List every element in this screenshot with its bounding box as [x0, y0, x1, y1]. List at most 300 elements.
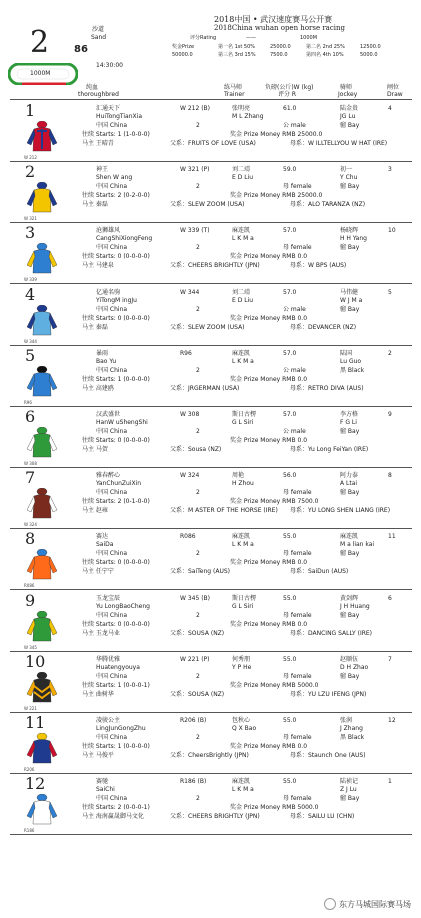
dam: 母系：DEVANCER (NZ) — [290, 323, 357, 331]
jockey-name-cn: 阿力泰 — [340, 472, 359, 480]
dam: 母系：YU LZU IFENG (JPN) — [290, 690, 367, 698]
dam: 母系：SaiDun (AUS) — [290, 568, 349, 576]
horse-name-en: CangShiXiongFeng — [96, 235, 153, 243]
entry-divider — [10, 283, 412, 284]
owner-name: 马主 高建鸥 — [82, 384, 114, 392]
carried-weight: 57.0 — [283, 227, 297, 235]
owner-name: 马主 马俊平 — [82, 752, 114, 759]
owner-name: 马主 马贺 — [82, 446, 108, 453]
horse-country: 中国 China — [96, 672, 128, 680]
horse-name-cn: 亿通名驹 — [96, 288, 121, 296]
horse-sex: 公 male — [283, 122, 306, 129]
jockey-name-en: J H Huang — [340, 602, 370, 610]
weight-code: W 324 — [180, 472, 200, 480]
trainer-name-cn: 包秋心 — [232, 717, 251, 724]
silks-code: W 344 — [24, 338, 37, 344]
track-map — [8, 63, 78, 85]
carried-weight: 57.0 — [283, 288, 297, 296]
horse-name-cn: 神王 — [96, 166, 109, 174]
prize-money: 奖金 Prize Money RMB 0.0 — [230, 620, 308, 628]
jockey-silks-icon — [24, 794, 60, 826]
surface-cn: 沙道 — [92, 26, 105, 33]
owner-name: 马主 曲树华 — [82, 690, 114, 698]
draw-number: 3 — [388, 166, 392, 174]
sire: 父系：SLEW ZOOM (USA) — [170, 323, 245, 331]
horse-name-cn: 华腾优雅 — [96, 655, 121, 663]
entry-number: 8 — [25, 529, 36, 549]
prize-money: 奖金 Prize Money RMB 5000.0 — [230, 804, 319, 812]
prize-money: 奖金 Prize Money RMB 25000.0 — [230, 131, 323, 138]
dam: 母系：SAILU LU (CHN) — [290, 813, 355, 821]
col-jockey-en: Jockey — [338, 91, 358, 98]
horse-colour: 骝 Bay — [340, 183, 360, 191]
horse-name-en: YiTongM ingJu — [96, 296, 137, 304]
entry-number: 10 — [25, 651, 46, 671]
entry-divider — [10, 222, 412, 223]
horse-name-cn: 赛达 — [96, 533, 109, 541]
dam: 母系：ALO TARANZA (NZ) — [290, 201, 366, 209]
horse-country: 中国 China — [96, 244, 128, 252]
second-prize-label: 第二名 2nd 25% — [306, 44, 345, 50]
horse-sex: 母 female — [283, 244, 312, 252]
horse-name-en: Shen W ang — [96, 174, 133, 182]
entry-divider — [10, 406, 412, 407]
entry-row — [0, 164, 421, 224]
dam: 母系：RETRO DIVA (AUS) — [290, 384, 364, 392]
trainer-name-en: E D Liu — [232, 174, 254, 182]
weight-code: W 212 (B) — [180, 105, 210, 112]
horse-sex: 母 female — [283, 611, 312, 619]
distance-label: 1000M — [300, 35, 318, 41]
carried-weight: 55.0 — [283, 778, 297, 786]
entry-divider — [10, 834, 412, 835]
entry-number: 2 — [25, 162, 36, 182]
horse-sex: 母 female — [283, 489, 312, 497]
col-weight-cn: 负磅(公斤)W (kg) — [265, 84, 314, 91]
horse-name-cn: 汇通天下 — [96, 105, 121, 112]
horse-country: 中国 China — [96, 550, 128, 558]
silks-code: R086 — [24, 583, 35, 589]
entry-divider — [10, 467, 412, 468]
entry-number: 3 — [25, 223, 36, 243]
fourth-prize-label: 第四名 4th 10% — [306, 52, 344, 58]
horse-name-cn: 暴雨 — [96, 349, 109, 357]
jockey-name-cn: 黄剑辉 — [340, 594, 359, 602]
carried-weight: 57.0 — [283, 349, 297, 357]
horse-sex: 母 female — [283, 550, 312, 558]
sire: 父系：SaiTeng (AUS) — [170, 568, 230, 576]
draw-number: 11 — [388, 533, 396, 541]
carried-weight: 55.0 — [283, 655, 297, 663]
trainer-name-cn: 麻连凯 — [232, 349, 251, 357]
horse-age: 2 — [196, 550, 200, 558]
jockey-silks-icon — [24, 549, 60, 581]
prize-money: 奖金 Prize Money RMB 25000.0 — [230, 192, 323, 200]
horse-country: 中国 China — [96, 489, 128, 497]
horse-age: 2 — [196, 183, 200, 191]
horse-name-en: HanW uShengShi — [96, 419, 148, 426]
silks-code: W 212 — [24, 155, 37, 160]
prize-money: 奖金 Prize Money RMB 0.0 — [230, 375, 308, 383]
entry-row — [0, 715, 421, 775]
trainer-name-cn: 斯日古楞 — [232, 411, 257, 418]
trainer-name-en: H Zhou — [232, 480, 254, 488]
race-record: 往续 Starts: 2 (0-1-0-0) — [82, 498, 150, 506]
col-jockey-cn: 骑师 — [340, 84, 353, 91]
horse-sex: 公 male — [283, 366, 306, 374]
first-prize-value: 25000.0 — [270, 44, 291, 50]
horse-age: 2 — [196, 428, 200, 435]
trainer-name-cn: 麻连凯 — [232, 778, 251, 786]
race-record: 往续 Starts: 2 (0-2-0-0) — [82, 192, 150, 200]
jockey-name-cn: 张润 — [340, 717, 353, 724]
jockey-name-en: D H Zhao — [340, 663, 369, 671]
horse-country: 中国 China — [96, 611, 128, 619]
horse-colour: 黑 Black — [340, 734, 365, 741]
draw-number: 6 — [388, 594, 392, 602]
trainer-name-en: Y P He — [232, 663, 252, 671]
horse-age: 2 — [196, 734, 200, 741]
col-horse-cn: 纯血 — [86, 84, 99, 91]
entry-row — [0, 103, 421, 163]
sire: 父系：SLEW ZOOM (USA) — [170, 201, 245, 209]
horse-age: 2 — [196, 244, 200, 252]
owner-name: 马主 秦磊 — [82, 323, 108, 331]
jockey-silks-icon — [24, 427, 60, 459]
owner-name: 马主 任宁宁 — [82, 568, 114, 576]
track-distance: 1000M — [30, 70, 51, 77]
draw-number: 5 — [388, 288, 392, 296]
entry-number: 5 — [25, 345, 36, 365]
jockey-silks-icon — [24, 182, 60, 214]
silks-code: W 339 — [24, 277, 37, 283]
weight-code: W 308 — [180, 411, 200, 418]
jockey-name-en: M a lian kai — [340, 541, 375, 549]
horse-sex: 母 female — [283, 734, 312, 741]
entry-divider — [10, 345, 412, 346]
trainer-name-en: E D Liu — [232, 296, 254, 304]
horse-age: 2 — [196, 672, 200, 680]
watermark-text: 东方马城国际赛马场 — [339, 899, 411, 909]
draw-number: 9 — [388, 411, 392, 418]
silks-code: W 345 — [24, 644, 37, 650]
jockey-name-en: H H Yang — [340, 235, 367, 243]
dam: 母系：Yu Long FeiYan (IRE) — [290, 446, 369, 453]
trainer-name-en: L K M a — [232, 541, 254, 549]
fourth-prize-value: 5000.0 — [360, 52, 378, 58]
trainer-name-cn: 何秀朋 — [232, 655, 251, 663]
horse-name-cn: 雅春醉心 — [96, 472, 121, 480]
horse-colour: 骝 Bay — [340, 428, 360, 435]
trainer-name-en: L K M a — [232, 786, 254, 794]
horse-age: 2 — [196, 305, 200, 313]
sire: 父系：Sousa (NZ) — [170, 446, 222, 453]
carried-weight: 57.0 — [283, 411, 297, 418]
prize-money: 奖金 Prize Money RMB 5000.0 — [230, 681, 319, 689]
entry-divider — [10, 589, 412, 590]
carried-weight: 61.0 — [283, 105, 297, 112]
entry-row — [0, 776, 421, 836]
race-header — [0, 0, 421, 96]
jockey-name-en: Lu Guo — [340, 357, 362, 365]
draw-number: 2 — [388, 349, 392, 357]
trainer-name-en: L K M a — [232, 235, 254, 243]
horse-name-en: HuiTongTianXia — [96, 113, 142, 120]
horse-age: 2 — [196, 366, 200, 374]
jockey-name-cn: 赵顺伍 — [340, 655, 359, 663]
entry-row — [0, 284, 421, 347]
carried-weight: 55.0 — [283, 717, 297, 724]
dam: 母系：DANCING SALLY (IRE) — [290, 629, 373, 637]
dam: 母系：W ILLTELLYOU W HAT (IRE) — [290, 140, 388, 147]
jockey-name-cn: 李方格 — [340, 411, 359, 418]
jockey-silks-icon — [24, 672, 60, 704]
horse-country: 中国 China — [96, 366, 128, 374]
weight-code: W 221 (P) — [180, 655, 210, 663]
jockey-silks-icon — [24, 243, 60, 275]
jockey-silks-icon — [24, 488, 60, 520]
horse-name-cn: 汉武盛世 — [96, 411, 121, 418]
entry-row — [0, 651, 421, 714]
horse-sex: 母 female — [283, 672, 312, 680]
draw-number: 12 — [388, 717, 396, 724]
horse-sex: 公 male — [283, 305, 306, 313]
horse-name-cn: 凌骏公主 — [96, 717, 121, 724]
race-sub-number: 86 — [74, 44, 88, 55]
entry-number: 4 — [25, 284, 36, 304]
prize-money: 奖金 Prize Money RMB 0.0 — [230, 437, 308, 444]
col-draw-cn: 闸位 — [387, 84, 400, 91]
entry-divider — [10, 528, 412, 529]
entry-number: 7 — [25, 468, 36, 488]
horse-sex: 公 male — [283, 428, 306, 435]
silks-code: W 321 — [24, 216, 37, 222]
entry-number: 6 — [25, 407, 36, 426]
entry-number: 9 — [25, 590, 36, 610]
weight-code: W 344 — [180, 288, 200, 296]
horse-colour: 骝 Bay — [340, 489, 360, 497]
dam: 母系：YU LONG SHEN LIANG (IRE) — [290, 507, 391, 515]
trainer-name-en: G L Siri — [232, 419, 254, 426]
horse-age: 2 — [196, 489, 200, 497]
owner-name: 马主 秦磊 — [82, 201, 108, 209]
weight-code: R186 (B) — [180, 778, 207, 786]
horse-name-cn: 赛驰 — [96, 778, 109, 786]
jockey-silks-icon — [24, 305, 60, 337]
jockey-silks-icon — [24, 611, 60, 643]
jockey-silks-icon — [24, 733, 60, 765]
silks-code: W 308 — [24, 461, 37, 466]
race-record: 往续 Starts: 2 (0-0-0-1) — [82, 804, 150, 812]
col-trainer-en: Trainer — [224, 91, 245, 98]
horse-name-en: YanChunZuiXin — [96, 480, 142, 488]
entry-row — [0, 345, 421, 408]
draw-number: 1 — [388, 778, 392, 786]
owner-name: 马主 马建泉 — [82, 262, 114, 270]
horse-colour: 骝 Bay — [340, 305, 360, 313]
second-prize-value: 12500.0 — [360, 44, 381, 50]
jockey-name-cn: 陆金贵 — [340, 105, 359, 112]
horse-country: 中国 China — [96, 122, 128, 129]
race-time: 14:30:00 — [96, 62, 123, 69]
horse-age: 2 — [196, 122, 200, 129]
jockey-name-en: Y Chu — [340, 174, 358, 182]
horse-age: 2 — [196, 795, 200, 803]
dam: 母系：W BPS (AUS) — [290, 262, 347, 270]
surface-en: Sand — [91, 34, 107, 41]
entry-divider — [10, 773, 412, 774]
sire: 父系：CHEERS BRIGHTLY (JPN) — [170, 262, 260, 270]
carried-weight: 56.0 — [283, 472, 297, 480]
prize-label: 奖金Prize — [172, 44, 195, 50]
carried-weight: 59.0 — [283, 166, 297, 174]
race-record: 往续 Starts: 0 (0-0-0-0) — [82, 253, 150, 261]
draw-number: 4 — [388, 105, 392, 112]
horse-name-en: LingJunGongZhu — [96, 725, 146, 732]
prize-money: 奖金 Prize Money RMB 0.0 — [230, 314, 308, 322]
prize-money: 奖金 Prize Money RMB 0.0 — [230, 559, 308, 567]
horse-name-en: Bao Yu — [96, 357, 117, 365]
carried-weight: 55.0 — [283, 533, 297, 541]
silks-code: R96 — [24, 399, 32, 405]
race-record: 往续 Starts: 1 (0-0-0-0) — [82, 743, 150, 750]
jockey-name-cn: 马伟健 — [340, 288, 359, 296]
horse-country: 中国 China — [96, 795, 128, 803]
race-record: 往续 Starts: 0 (0-0-0-0) — [82, 437, 150, 444]
trainer-name-cn: 麻连凯 — [232, 533, 251, 541]
owner-name: 马主 玉龙马业 — [82, 629, 120, 637]
weight-code: W 345 (B) — [180, 594, 210, 602]
owner-name: 马主 赵雍 — [82, 507, 108, 515]
col-trainer-cn: 练马师 — [224, 84, 243, 91]
race-record: 往续 Starts: 0 (0-0-0-0) — [82, 314, 150, 322]
horse-sex: 母 female — [283, 183, 312, 191]
jockey-name-en: F G Li — [340, 419, 357, 426]
sire: 父系：M ASTER OF THE HORSE (IRE) — [170, 507, 278, 515]
weight-code: W 321 (P) — [180, 166, 210, 174]
entry-divider — [10, 712, 412, 713]
jockey-name-cn: 陆祯记 — [340, 778, 359, 786]
sire: 父系：SOUSA (NZ) — [170, 629, 225, 637]
prize-money: 奖金 Prize Money RMB 7500.0 — [230, 498, 319, 506]
col-weight-en: 评分 R — [278, 91, 297, 98]
race-number: 2 — [30, 25, 50, 60]
first-prize-label: 第一名 1st 50% — [218, 44, 256, 50]
trainer-name-en: G L Siri — [232, 602, 254, 610]
silks-code: R206 — [24, 767, 35, 772]
jockey-silks-icon — [24, 121, 60, 153]
third-prize-value: 7500.0 — [270, 52, 288, 58]
entry-row — [0, 531, 421, 591]
horse-colour: 骝 Bay — [340, 550, 360, 558]
entry-number: 1 — [25, 101, 36, 120]
trainer-name-cn: 斯日古楞 — [232, 594, 257, 602]
trainer-name-cn: 刘二靖 — [232, 288, 251, 296]
draw-number: 8 — [388, 472, 392, 480]
jockey-name-cn: 麻连凯 — [340, 533, 359, 541]
sire: 父系：FRUITS OF LOVE (USA) — [170, 140, 256, 147]
weight-code: R086 — [180, 533, 196, 541]
horse-colour: 骝 Bay — [340, 795, 360, 803]
race-title-cn: 2018中国 • 武汉速度赛马公开赛 — [214, 15, 333, 24]
col-horse-en: thoroughbred — [78, 91, 119, 98]
horse-name-en: Yu LongBaoCheng — [96, 602, 150, 610]
sire: 父系：SOUSA (NZ) — [170, 690, 225, 698]
jockey-name-en: JG Lu — [340, 113, 356, 120]
race-record: 往续 Starts: 0 (0-0-0-0) — [82, 620, 150, 628]
trainer-name-en: L K M a — [232, 357, 254, 365]
carried-weight: 55.0 — [283, 594, 297, 602]
trainer-name-en: M L Zhang — [232, 113, 264, 120]
rating-label: 评分Rating — [190, 35, 217, 41]
wechat-icon — [324, 898, 336, 910]
entry-row — [0, 470, 421, 530]
silks-code: R186 — [24, 828, 35, 834]
watermark — [324, 898, 411, 910]
trainer-name-cn: 刘二靖 — [232, 166, 251, 174]
weight-code: R206 (B) — [180, 717, 207, 724]
third-prize-label: 第三名 3rd 15% — [218, 52, 256, 58]
horse-name-cn: 玉龙宝辰 — [96, 594, 121, 602]
jockey-name-en: Z J Lu — [340, 786, 357, 794]
horse-name-cn: 沧狮雄风 — [96, 227, 121, 235]
trainer-name-cn: 周艳 — [232, 472, 245, 480]
jockey-name-en: A Ltai — [340, 480, 358, 488]
trainer-name-cn: 麻连凯 — [232, 227, 251, 235]
race-record: 往续 Starts: 1 (0-0-0-0) — [82, 375, 150, 383]
owner-name: 马主 王晴青 — [82, 140, 114, 147]
header-divider — [10, 99, 412, 100]
jockey-silks-icon — [24, 366, 60, 398]
prize-value: 50000.0 — [172, 52, 193, 58]
horse-country: 中国 China — [96, 734, 128, 741]
horse-colour: 骝 Bay — [340, 611, 360, 619]
dam: 母系：Staunch One (AUS) — [290, 752, 366, 759]
weight-code: R96 — [180, 349, 192, 357]
sire: 父系：CheersBrightly (JPN) — [170, 752, 249, 759]
silks-code: W 324 — [24, 522, 37, 528]
horse-country: 中国 China — [96, 183, 128, 191]
prize-money: 奖金 Prize Money RMB 0.0 — [230, 253, 308, 261]
jockey-name-cn: 杨晓辉 — [340, 227, 359, 235]
horse-country: 中国 China — [96, 428, 128, 435]
jockey-name-en: J Zhang — [340, 725, 363, 732]
prize-money: 奖金 Prize Money RMB 0.0 — [230, 743, 308, 750]
draw-number: 7 — [388, 655, 392, 663]
horse-colour: 黑 Black — [340, 366, 365, 374]
rating-value: —— — [246, 35, 256, 41]
sire: 父系：JRGERMAN (USA) — [170, 384, 240, 392]
owner-name: 马主 海南赢晟御马文化 — [82, 813, 144, 821]
entry-divider — [10, 651, 412, 652]
race-record: 往续 Starts: 1 (0-0-0-1) — [82, 681, 150, 689]
entry-divider — [10, 161, 412, 162]
race-record: 往续 Starts: 0 (0-0-0-0) — [82, 559, 150, 567]
horse-colour: 骝 Bay — [340, 122, 360, 129]
draw-number: 10 — [388, 227, 396, 235]
entry-number: 11 — [25, 713, 46, 732]
horse-sex: 母 female — [283, 795, 312, 803]
horse-colour: 骝 Bay — [340, 672, 360, 680]
race-title-en: 2018China wuhan open horse racing — [214, 24, 346, 32]
horse-colour: 骝 Bay — [340, 244, 360, 252]
horse-name-en: SaiDa — [96, 541, 114, 549]
trainer-name-en: Q X Bao — [232, 725, 257, 732]
col-draw-en: Draw — [387, 91, 403, 98]
horse-name-en: SaiChi — [96, 786, 115, 794]
entry-row — [0, 590, 421, 653]
jockey-name-cn: 初一 — [340, 166, 353, 174]
